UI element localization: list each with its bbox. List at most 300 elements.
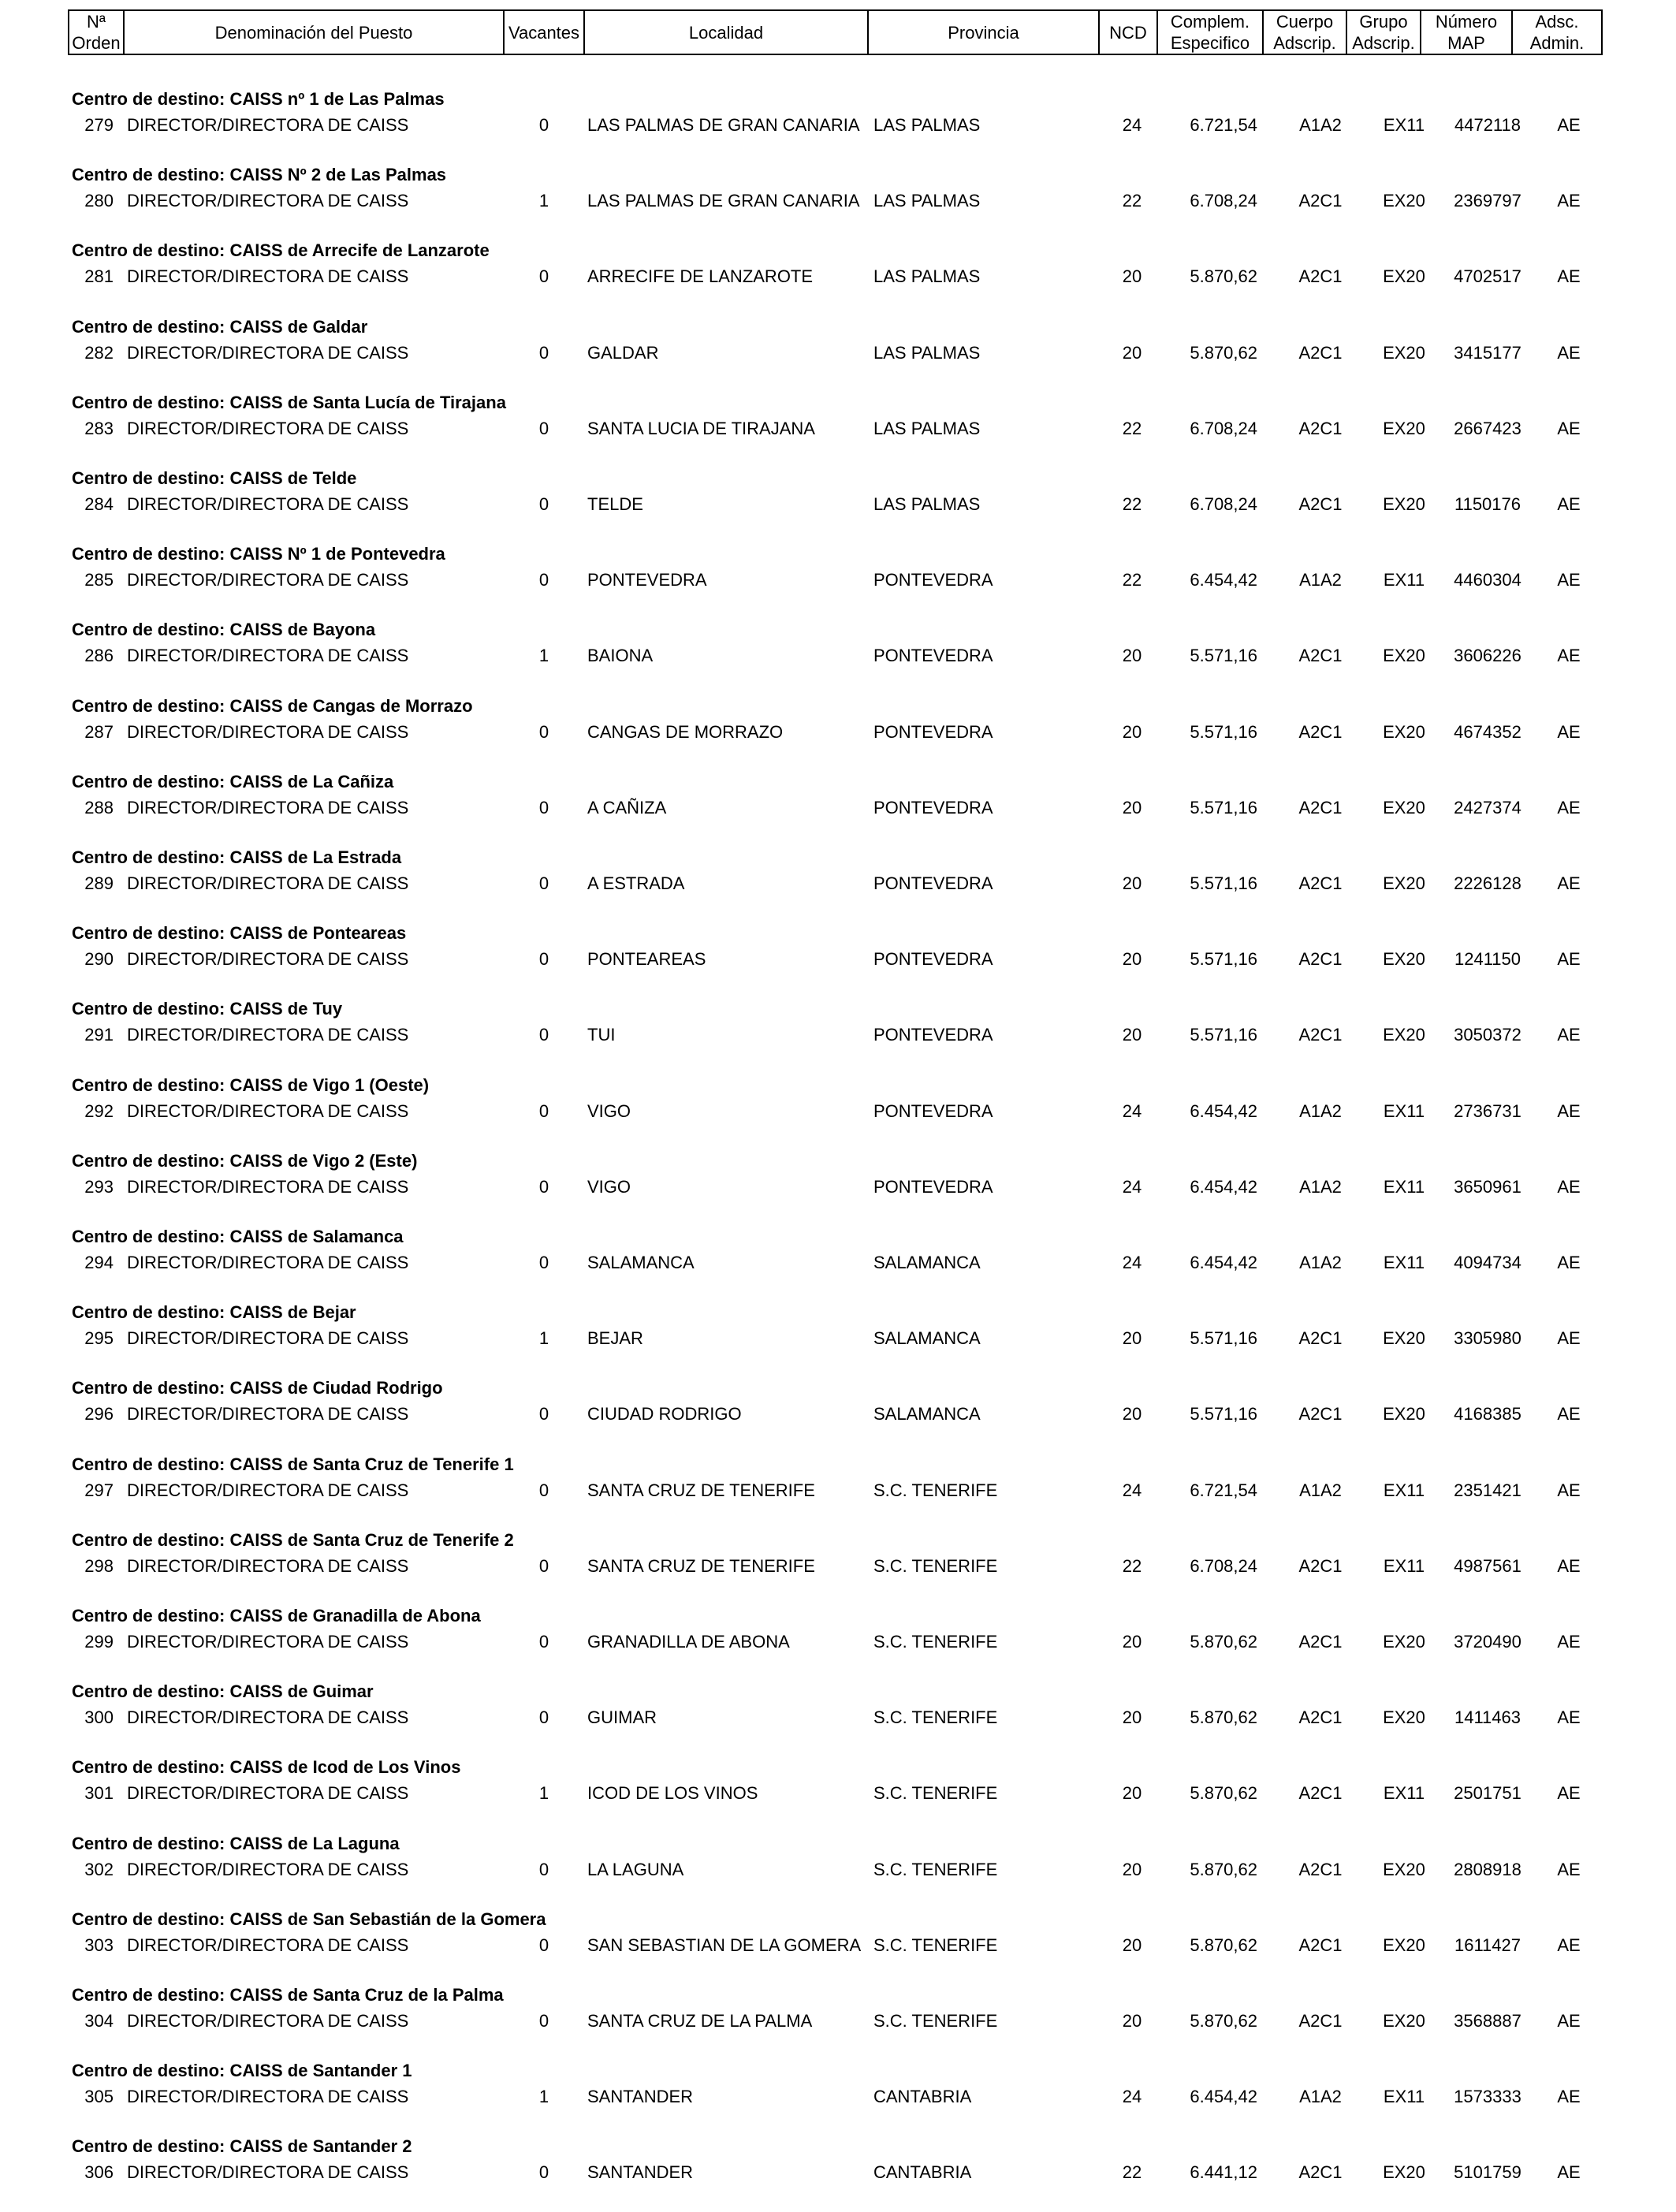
row-vacantes: 1 [538,191,549,210]
row-complemento: 5.870,62 [1190,1783,1257,1803]
centro-destino: Centro de destino: CAISS de Telde [72,468,357,488]
row-denominacion: DIRECTOR/DIRECTORA DE CAISS [127,1177,409,1197]
row-denominacion: DIRECTOR/DIRECTORA DE CAISS [127,949,409,969]
row-cuerpo: A2C1 [1298,2011,1343,2031]
row-ncd: 20 [1122,1860,1142,1879]
row-ncd: 20 [1122,266,1142,286]
row-complemento: 5.571,16 [1190,1328,1257,1348]
row-adsc-admin: AE [1557,722,1581,742]
row-adsc-admin: AE [1557,2011,1581,2031]
row-complemento: 5.870,62 [1190,2011,1257,2031]
centro-destino: Centro de destino: CAISS de Santander 1 [72,2061,412,2080]
row-numero-map: 1611427 [1454,1935,1521,1955]
row-cuerpo: A2C1 [1298,2162,1343,2182]
row-grupo: EX11 [1383,1177,1425,1197]
row-number: 286 [84,646,114,665]
row-cuerpo: A2C1 [1298,1935,1343,1955]
row-denominacion: DIRECTOR/DIRECTORA DE CAISS [127,1935,409,1955]
row-complemento: 6.454,42 [1190,2087,1257,2106]
centro-destino: Centro de destino: CAISS de Granadilla de Abona [72,1606,481,1625]
list-item [0,240,1676,316]
row-grupo: EX20 [1383,1025,1425,1045]
row-complemento: 5.571,16 [1190,646,1257,665]
row-localidad: ARRECIFE DE LANZAROTE [587,266,814,286]
row-number: 285 [84,570,114,590]
centro-destino: Centro de destino: CAISS de Vigo 2 (Este) [72,1151,418,1171]
row-cuerpo: A2C1 [1298,722,1343,742]
row-localidad: CANGAS DE MORRAZO [587,722,784,742]
row-provincia: S.C. TENERIFE [873,1783,998,1803]
row-adsc-admin: AE [1557,343,1581,363]
centro-destino: Centro de destino: CAISS de La Cañiza [72,772,394,791]
row-cuerpo: A2C1 [1298,1328,1343,1348]
row-number: 287 [84,722,114,742]
row-numero-map: 4987561 [1454,1556,1521,1576]
row-number: 289 [84,873,114,893]
row-ncd: 20 [1122,1783,1142,1803]
row-vacantes: 0 [538,1632,549,1652]
row-ncd: 20 [1122,2011,1142,2031]
centro-destino: Centro de destino: CAISS de Tuy [72,999,343,1018]
row-vacantes: 0 [538,798,549,817]
row-complemento: 6.708,24 [1190,419,1257,438]
row-numero-map: 4472118 [1454,115,1521,135]
row-adsc-admin: AE [1557,646,1581,665]
row-adsc-admin: AE [1557,266,1581,286]
row-adsc-admin: AE [1557,1101,1581,1121]
row-number: 290 [84,949,114,969]
row-provincia: SALAMANCA [873,1253,981,1272]
row-cuerpo: A2C1 [1298,646,1343,665]
row-cuerpo: A1A2 [1299,1177,1342,1197]
list-item [0,1530,1676,1606]
row-localidad: A ESTRADA [587,873,685,893]
row-provincia: PONTEVEDRA [873,646,993,665]
row-cuerpo: A2C1 [1298,1707,1343,1727]
row-localidad: SANTA LUCIA DE TIRAJANA [587,419,815,438]
row-localidad: SANTANDER [587,2162,694,2182]
centro-destino: Centro de destino: CAISS de Bejar [72,1302,356,1322]
row-provincia: SALAMANCA [873,1404,981,1424]
row-adsc-admin: AE [1557,191,1581,210]
row-localidad: SANTA CRUZ DE TENERIFE [587,1556,815,1576]
header-table [68,9,1603,55]
list-item [0,1075,1676,1151]
row-vacantes: 0 [538,1253,549,1272]
header-numero-map: Número MAP [1421,10,1512,54]
row-number: 303 [84,1935,114,1955]
row-vacantes: 0 [538,2162,549,2182]
row-grupo: EX20 [1383,646,1425,665]
row-grupo: EX20 [1383,1632,1425,1652]
row-number: 305 [84,2087,114,2106]
row-numero-map: 4460304 [1454,570,1521,590]
centro-destino: Centro de destino: CAISS de Bayona [72,620,376,639]
row-number: 295 [84,1328,114,1348]
row-localidad: LAS PALMAS DE GRAN CANARIA [587,191,860,210]
row-localidad: PONTEAREAS [587,949,706,969]
row-vacantes: 0 [538,1404,549,1424]
row-vacantes: 1 [538,2087,549,2106]
header-grupo: Grupo Adscrip. [1346,10,1421,54]
row-number: 284 [84,494,114,514]
row-localidad: GRANADILLA DE ABONA [587,1632,790,1652]
row-denominacion: DIRECTOR/DIRECTORA DE CAISS [127,419,409,438]
centro-destino: Centro de destino: CAISS de Guimar [72,1681,374,1701]
row-localidad: LA LAGUNA [587,1860,684,1879]
row-numero-map: 3415177 [1454,343,1521,363]
row-grupo: EX11 [1383,1253,1425,1272]
row-ncd: 20 [1122,1404,1142,1424]
row-number: 281 [84,266,114,286]
row-provincia: CANTABRIA [873,2162,972,2182]
list-item [0,393,1676,468]
row-numero-map: 1411463 [1454,1707,1521,1727]
row-ncd: 22 [1122,2162,1142,2182]
row-number: 280 [84,191,114,210]
row-provincia: CANTABRIA [873,2087,972,2106]
centro-destino: Centro de destino: CAISS de Icod de Los Vinos [72,1757,461,1777]
row-numero-map: 3606226 [1454,646,1521,665]
list-item [0,923,1676,999]
row-ncd: 20 [1122,1707,1142,1727]
row-cuerpo: A2C1 [1298,1783,1343,1803]
row-cuerpo: A2C1 [1298,873,1343,893]
list-item [0,2061,1676,2136]
row-provincia: S.C. TENERIFE [873,1556,998,1576]
row-number: 299 [84,1632,114,1652]
row-number: 292 [84,1101,114,1121]
row-grupo: EX20 [1383,798,1425,817]
centro-destino: Centro de destino: CAISS Nº 2 de Las Palmas [72,165,447,184]
row-cuerpo: A1A2 [1299,1101,1342,1121]
row-vacantes: 0 [538,115,549,135]
row-ncd: 20 [1122,798,1142,817]
row-grupo: EX20 [1383,1935,1425,1955]
centro-destino: Centro de destino: CAISS de Santander 2 [72,2136,412,2156]
row-provincia: S.C. TENERIFE [873,1860,998,1879]
row-localidad: TELDE [587,494,643,514]
row-cuerpo: A2C1 [1298,1404,1343,1424]
row-complemento: 6.708,24 [1190,1556,1257,1576]
row-localidad: VIGO [587,1101,631,1121]
row-vacantes: 0 [538,2011,549,2031]
row-number: 302 [84,1860,114,1879]
list-item [0,468,1676,544]
row-grupo: EX11 [1383,1101,1425,1121]
centro-destino: Centro de destino: CAISS de La Estrada [72,847,402,867]
row-adsc-admin: AE [1557,1783,1581,1803]
row-vacantes: 0 [538,1860,549,1879]
row-adsc-admin: AE [1557,1480,1581,1500]
row-provincia: LAS PALMAS [873,115,981,135]
list-item [0,1227,1676,1302]
row-ncd: 20 [1122,1935,1142,1955]
row-complemento: 5.571,16 [1190,722,1257,742]
row-vacantes: 0 [538,570,549,590]
list-item [0,772,1676,847]
row-numero-map: 2808918 [1454,1860,1521,1879]
row-denominacion: DIRECTOR/DIRECTORA DE CAISS [127,1632,409,1652]
row-localidad: A CAÑIZA [587,798,667,817]
centro-destino: Centro de destino: CAISS de La Laguna [72,1834,400,1853]
row-ncd: 20 [1122,722,1142,742]
row-localidad: VIGO [587,1177,631,1197]
row-number: 296 [84,1404,114,1424]
row-provincia: PONTEVEDRA [873,949,993,969]
row-provincia: PONTEVEDRA [873,1101,993,1121]
list-item [0,317,1676,393]
row-ncd: 24 [1122,115,1142,135]
row-numero-map: 3050372 [1454,1025,1521,1045]
row-localidad: BAIONA [587,646,654,665]
row-localidad: GUIMAR [587,1707,657,1727]
row-numero-map: 3720490 [1454,1632,1521,1652]
row-vacantes: 0 [538,1025,549,1045]
row-localidad: SALAMANCA [587,1253,695,1272]
row-denominacion: DIRECTOR/DIRECTORA DE CAISS [127,494,409,514]
row-denominacion: DIRECTOR/DIRECTORA DE CAISS [127,722,409,742]
list-item [0,1606,1676,1681]
row-vacantes: 0 [538,419,549,438]
row-numero-map: 5101759 [1454,2162,1521,2182]
row-provincia: PONTEVEDRA [873,722,993,742]
row-grupo: EX20 [1383,949,1425,969]
row-cuerpo: A2C1 [1298,798,1343,817]
row-vacantes: 0 [538,1177,549,1197]
row-provincia: LAS PALMAS [873,266,981,286]
row-grupo: EX11 [1383,2087,1425,2106]
row-ncd: 22 [1122,419,1142,438]
row-number: 298 [84,1556,114,1576]
row-denominacion: DIRECTOR/DIRECTORA DE CAISS [127,2087,409,2106]
row-number: 291 [84,1025,114,1045]
header-provincia: Provincia [868,10,1099,54]
centro-destino: Centro de destino: CAISS de Santa Cruz de la Palma [72,1985,504,2005]
row-localidad: SAN SEBASTIAN DE LA GOMERA [587,1935,862,1955]
row-cuerpo: A2C1 [1298,191,1343,210]
row-cuerpo: A1A2 [1299,2087,1342,2106]
row-adsc-admin: AE [1557,494,1581,514]
row-cuerpo: A1A2 [1299,570,1342,590]
list-item [0,1834,1676,1909]
list-item [0,1757,1676,1833]
centro-destino: Centro de destino: CAISS nº 1 de Las Palmas [72,89,445,109]
list-item [0,620,1676,695]
row-grupo: EX20 [1383,266,1425,286]
row-number: 304 [84,2011,114,2031]
row-numero-map: 4674352 [1454,722,1521,742]
list-item [0,999,1676,1074]
row-numero-map: 3305980 [1454,1328,1521,1348]
row-vacantes: 0 [538,1101,549,1121]
row-ncd: 22 [1122,1556,1142,1576]
row-numero-map: 1150176 [1454,494,1521,514]
row-denominacion: DIRECTOR/DIRECTORA DE CAISS [127,266,409,286]
row-ncd: 20 [1122,1328,1142,1348]
row-denominacion: DIRECTOR/DIRECTORA DE CAISS [127,343,409,363]
row-complemento: 6.721,54 [1190,115,1257,135]
row-localidad: CIUDAD RODRIGO [587,1404,742,1424]
header-denominacion: Denominación del Puesto [124,10,504,54]
list-item [0,165,1676,240]
row-adsc-admin: AE [1557,2162,1581,2182]
row-cuerpo: A1A2 [1299,115,1342,135]
row-vacantes: 1 [538,646,549,665]
row-complemento: 6.454,42 [1190,1177,1257,1197]
list-item [0,847,1676,923]
row-denominacion: DIRECTOR/DIRECTORA DE CAISS [127,646,409,665]
row-number: 282 [84,343,114,363]
centro-destino: Centro de destino: CAISS de Cangas de Morrazo [72,696,473,716]
row-ncd: 24 [1122,1480,1142,1500]
row-cuerpo: A2C1 [1298,1632,1343,1652]
row-vacantes: 0 [538,1556,549,1576]
row-cuerpo: A2C1 [1298,1025,1343,1045]
row-provincia: PONTEVEDRA [873,1177,993,1197]
row-denominacion: DIRECTOR/DIRECTORA DE CAISS [127,115,409,135]
row-cuerpo: A2C1 [1298,949,1343,969]
row-denominacion: DIRECTOR/DIRECTORA DE CAISS [127,873,409,893]
centro-destino: Centro de destino: CAISS de Vigo 1 (Oeste) [72,1075,430,1095]
row-complemento: 5.870,62 [1190,1632,1257,1652]
header-adsc-admin: Adsc. Admin. [1512,10,1602,54]
row-numero-map: 2369797 [1454,191,1521,210]
row-adsc-admin: AE [1557,419,1581,438]
row-adsc-admin: AE [1557,949,1581,969]
row-provincia: PONTEVEDRA [873,873,993,893]
row-numero-map: 2667423 [1454,419,1521,438]
list-item [0,1681,1676,1757]
row-grupo: EX20 [1383,1404,1425,1424]
row-complemento: 5.870,62 [1190,1935,1257,1955]
row-cuerpo: A1A2 [1299,1253,1342,1272]
row-provincia: S.C. TENERIFE [873,1707,998,1727]
row-denominacion: DIRECTOR/DIRECTORA DE CAISS [127,1860,409,1879]
row-grupo: EX20 [1383,494,1425,514]
row-vacantes: 0 [538,722,549,742]
row-ncd: 20 [1122,1025,1142,1045]
row-numero-map: 1573333 [1454,2087,1521,2106]
row-localidad: SANTA CRUZ DE LA PALMA [587,2011,813,2031]
row-complemento: 6.454,42 [1190,570,1257,590]
row-provincia: S.C. TENERIFE [873,2011,998,2031]
row-numero-map: 2351421 [1454,1480,1521,1500]
list-item [0,89,1676,165]
row-number: 301 [84,1783,114,1803]
row-grupo: EX11 [1383,115,1425,135]
row-provincia: LAS PALMAS [873,419,981,438]
row-grupo: EX11 [1383,570,1425,590]
row-provincia: PONTEVEDRA [873,1025,993,1045]
row-grupo: EX11 [1383,1480,1425,1500]
row-ncd: 22 [1122,494,1142,514]
row-ncd: 20 [1122,949,1142,969]
row-denominacion: DIRECTOR/DIRECTORA DE CAISS [127,1328,409,1348]
row-number: 300 [84,1707,114,1727]
list-item [0,1454,1676,1530]
row-localidad: GALDAR [587,343,659,363]
row-numero-map: 3650961 [1454,1177,1521,1197]
row-adsc-admin: AE [1557,1177,1581,1197]
row-complemento: 6.441,12 [1190,2162,1257,2182]
row-grupo: EX20 [1383,1328,1425,1348]
row-adsc-admin: AE [1557,2087,1581,2106]
header-complemento: Complem. Especifico [1157,10,1263,54]
list-item [0,1151,1676,1227]
centro-destino: Centro de destino: CAISS de Ponteareas [72,923,407,943]
row-complemento: 6.454,42 [1190,1253,1257,1272]
row-grupo: EX20 [1383,343,1425,363]
row-provincia: LAS PALMAS [873,191,981,210]
list-item [0,1985,1676,2061]
header-ncd: NCD [1099,10,1157,54]
row-grupo: EX20 [1383,1707,1425,1727]
row-complemento: 6.708,24 [1190,494,1257,514]
row-denominacion: DIRECTOR/DIRECTORA DE CAISS [127,570,409,590]
list-item [0,696,1676,772]
row-numero-map: 2736731 [1454,1101,1521,1121]
row-localidad: LAS PALMAS DE GRAN CANARIA [587,115,860,135]
row-ncd: 22 [1122,191,1142,210]
row-vacantes: 1 [538,1328,549,1348]
row-provincia: S.C. TENERIFE [873,1632,998,1652]
row-adsc-admin: AE [1557,1707,1581,1727]
row-complemento: 5.870,62 [1190,343,1257,363]
row-numero-map: 1241150 [1454,949,1521,969]
row-grupo: EX20 [1383,2011,1425,2031]
row-complemento: 5.571,16 [1190,798,1257,817]
centro-destino: Centro de destino: CAISS de Arrecife de Lanzarote [72,240,490,260]
row-adsc-admin: AE [1557,798,1581,817]
header-cuerpo: Cuerpo Adscrip. [1263,10,1346,54]
list-item [0,1909,1676,1985]
row-denominacion: DIRECTOR/DIRECTORA DE CAISS [127,1101,409,1121]
row-grupo: EX11 [1383,1783,1425,1803]
row-denominacion: DIRECTOR/DIRECTORA DE CAISS [127,2011,409,2031]
row-number: 288 [84,798,114,817]
row-cuerpo: A2C1 [1298,343,1343,363]
header-orden: Nª Orden [69,10,124,54]
row-denominacion: DIRECTOR/DIRECTORA DE CAISS [127,1404,409,1424]
row-grupo: EX11 [1383,1556,1425,1576]
row-numero-map: 4094734 [1454,1253,1521,1272]
row-localidad: PONTEVEDRA [587,570,707,590]
row-complemento: 5.870,62 [1190,266,1257,286]
row-complemento: 5.870,62 [1190,1707,1257,1727]
list-item [0,544,1676,620]
row-numero-map: 4702517 [1454,266,1521,286]
row-number: 279 [84,115,114,135]
row-adsc-admin: AE [1557,1253,1581,1272]
row-vacantes: 0 [538,1480,549,1500]
row-cuerpo: A2C1 [1298,1860,1343,1879]
row-complemento: 5.870,62 [1190,1860,1257,1879]
row-localidad: TUI [587,1025,616,1045]
row-grupo: EX20 [1383,2162,1425,2182]
row-provincia: SALAMANCA [873,1328,981,1348]
row-adsc-admin: AE [1557,1025,1581,1045]
row-provincia: PONTEVEDRA [873,570,993,590]
row-cuerpo: A2C1 [1298,419,1343,438]
row-vacantes: 1 [538,1783,549,1803]
row-number: 297 [84,1480,114,1500]
row-numero-map: 3568887 [1454,2011,1521,2031]
row-grupo: EX20 [1383,1860,1425,1879]
centro-destino: Centro de destino: CAISS Nº 1 de Pontevedra [72,544,445,564]
row-cuerpo: A1A2 [1299,1480,1342,1500]
row-denominacion: DIRECTOR/DIRECTORA DE CAISS [127,1480,409,1500]
